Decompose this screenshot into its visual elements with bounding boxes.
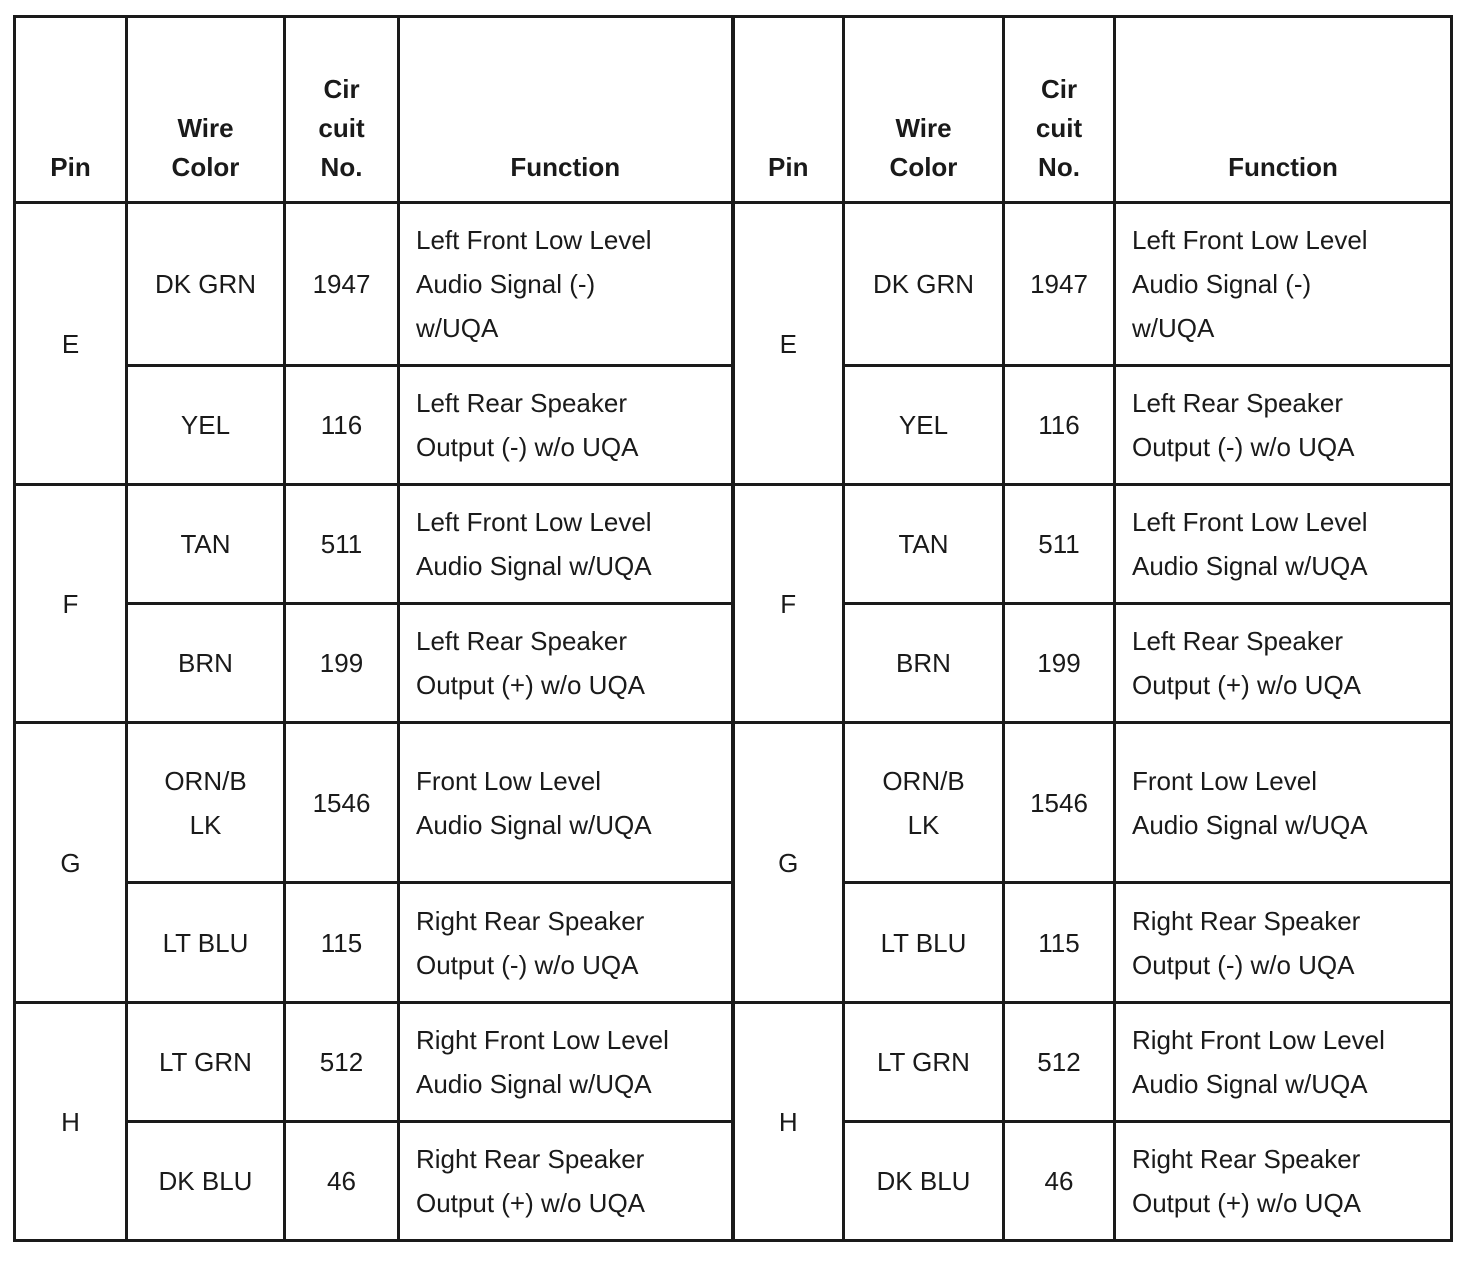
table-row [15,723,1452,883]
circuit-cell: 1947 [285,203,399,366]
header-pin: Pin [733,17,844,203]
function-cell: Right Rear Speaker Output (-) w/o UQA [1115,883,1452,1003]
wire-color-cell: YEL [844,366,1004,485]
header-function: Function [1115,17,1452,203]
table-row [15,485,1452,604]
function-cell: Right Rear Speaker Output (+) w/o UQA [399,1122,733,1241]
wire-color-cell: TAN [844,485,1004,604]
wire-color-cell: ORN/B LK [127,723,285,883]
function-cell: Right Rear Speaker Output (-) w/o UQA [399,883,733,1003]
function-cell: Left Front Low Level Audio Signal (-) w/UQA [399,203,733,366]
circuit-cell: 1546 [1004,723,1115,883]
pin-table [13,15,1453,1242]
wire-color-cell: TAN [127,485,285,604]
pin-cell: F [733,485,844,723]
wire-color-cell: YEL [127,366,285,485]
table-row [15,203,1452,366]
pin-cell: H [15,1003,127,1241]
circuit-cell: 115 [285,883,399,1003]
circuit-cell: 511 [1004,485,1115,604]
pin-cell: H [733,1003,844,1241]
wire-color-cell: LT BLU [127,883,285,1003]
header-wire-color: Wire Color [127,17,285,203]
circuit-cell: 1546 [285,723,399,883]
function-cell: Left Rear Speaker Output (+) w/o UQA [399,604,733,723]
pin-cell: E [733,203,844,485]
circuit-cell: 512 [1004,1003,1115,1122]
header-function: Function [399,17,733,203]
wire-color-cell: DK GRN [844,203,1004,366]
circuit-cell: 511 [285,485,399,604]
circuit-cell: 199 [1004,604,1115,723]
circuit-cell: 1947 [1004,203,1115,366]
function-cell: Front Low Level Audio Signal w/UQA [1115,723,1452,883]
pin-cell: G [733,723,844,1003]
wire-color-cell: DK BLU [127,1122,285,1241]
header-pin: Pin [15,17,127,203]
circuit-cell: 116 [1004,366,1115,485]
circuit-cell: 115 [1004,883,1115,1003]
pin-cell: G [15,723,127,1003]
wire-color-cell: BRN [844,604,1004,723]
function-cell: Left Front Low Level Audio Signal (-) w/UQA [1115,203,1452,366]
circuit-cell: 46 [1004,1122,1115,1241]
circuit-cell: 199 [285,604,399,723]
wire-color-cell: LT BLU [844,883,1004,1003]
function-cell: Right Front Low Level Audio Signal w/UQA [399,1003,733,1122]
function-cell: Right Rear Speaker Output (+) w/o UQA [1115,1122,1452,1241]
function-cell: Left Front Low Level Audio Signal w/UQA [1115,485,1452,604]
wire-color-cell: BRN [127,604,285,723]
function-cell: Left Rear Speaker Output (-) w/o UQA [399,366,733,485]
function-cell: Right Front Low Level Audio Signal w/UQA [1115,1003,1452,1122]
pin-cell: F [15,485,127,723]
circuit-cell: 46 [285,1122,399,1241]
function-cell: Left Rear Speaker Output (+) w/o UQA [1115,604,1452,723]
circuit-cell: 116 [285,366,399,485]
wire-color-cell: DK GRN [127,203,285,366]
wire-color-cell: LT GRN [844,1003,1004,1122]
wire-color-cell: DK BLU [844,1122,1004,1241]
function-cell: Front Low Level Audio Signal w/UQA [399,723,733,883]
wire-color-cell: LT GRN [127,1003,285,1122]
function-cell: Left Front Low Level Audio Signal w/UQA [399,485,733,604]
header-wire-color: Wire Color [844,17,1004,203]
function-cell: Left Rear Speaker Output (-) w/o UQA [1115,366,1452,485]
header-circuit-no: Cir cuit No. [285,17,399,203]
wire-color-cell: ORN/B LK [844,723,1004,883]
header-row [15,17,1452,203]
table-row [15,1003,1452,1122]
header-circuit-no: Cir cuit No. [1004,17,1115,203]
pin-cell: E [15,203,127,485]
circuit-cell: 512 [285,1003,399,1122]
